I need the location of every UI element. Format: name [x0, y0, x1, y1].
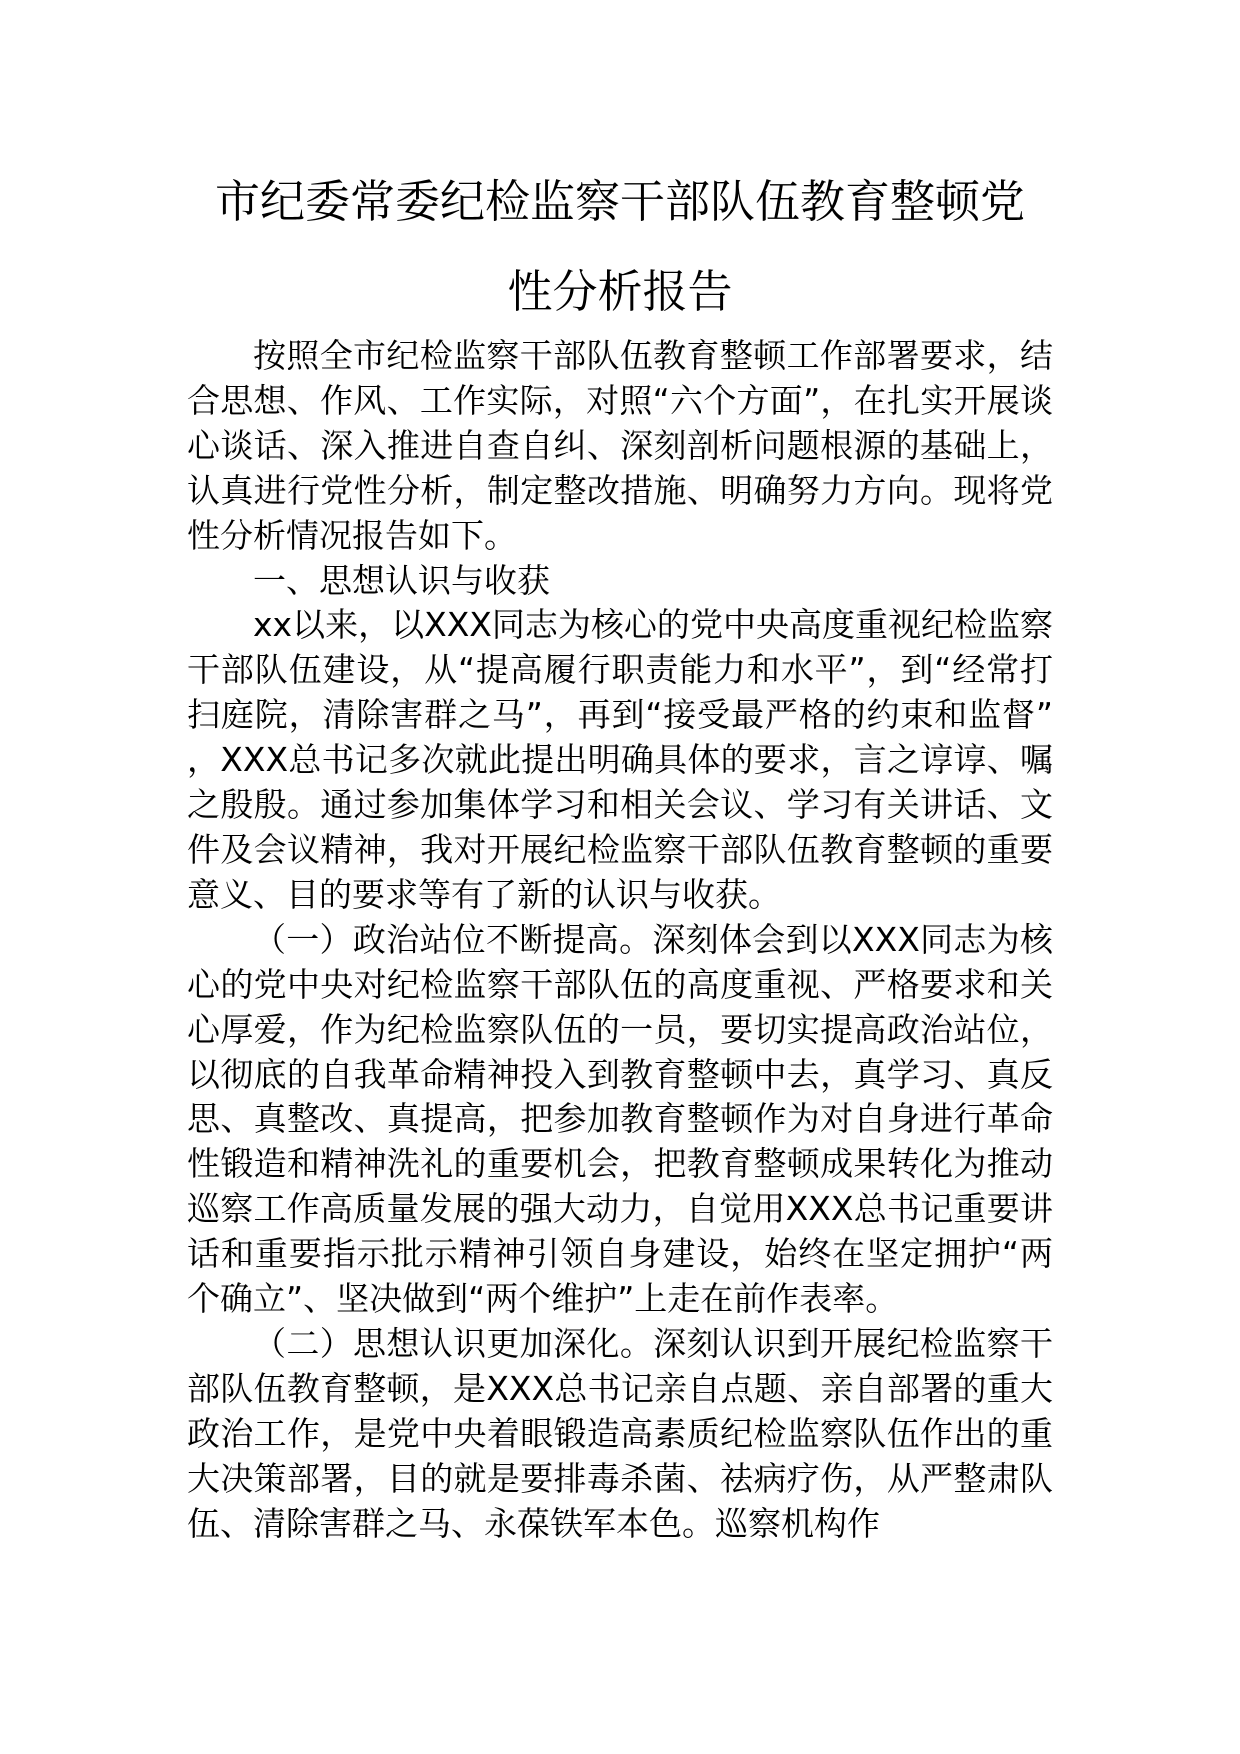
document-title-line-2: 性分析报告 [507, 265, 733, 318]
body-paragraph: （二）思想认识更加深化。深刻认识到开展纪检监察干部队伍教育整顿，是XXX总书记亲自点题、亲自部署的重大政治工作，是党中央着眼锻造高素质纪检监察队伍作出的重大决策部署，目的就是要排毒杀菌、祛病疗伤，从严整肃队伍、清除害群之马、永葆铁军本色。巡察机构作 [187, 1323, 1053, 1543]
intro-paragraph: 按照全市纪检监察干部队伍教育整顿工作部署要求，结合思想、作风、工作实际，对照“六个方面”，在扎实开展谈心谈话、深入推进自查自纠、深刻剖析问题根源的基础上，认真进行党性分析，制定整改措施、明确努力方向。现将党性分析情况报告如下。 [187, 336, 1053, 555]
document-title-line-1: 市纪委常委纪检监察干部队伍教育整顿党 [214, 175, 1025, 228]
section-heading: 一、思想认识与收获 [253, 560, 550, 600]
body-paragraph: （一）政治站位不断提高。深刻体会到以XXX同志为核心的党中央对纪检监察干部队伍的高度重视、严格要求和关心厚爱，作为纪检监察队伍的一员，要切实提高政治站位，以彻底的自我革命精神投入到教育整顿中去，真学习、真反思、真整改、真提高，把参加教育整顿作为对自身进行革命性锻造和精神洗礼的重要机会，把教育整顿成果转化为推动巡察工作高质量发展的强大动力，自觉用XXX总书记重要讲话和重要指示批示精神引领自身建设，始终在坚定拥护“两个确立”、坚决做到“两个维护”上走在前作表率。 [187, 919, 1053, 1319]
document-body [187, 334, 1053, 1546]
body-paragraph: xx以来，以XXX同志为核心的党中央高度重视纪检监察干部队伍建设，从“提高履行职责能力和水平”，到“经常打扫庭院，清除害群之马”，再到“接受最严格的约束和监督”，XXX总书记多次就此提出明确具体的要求，言之谆谆、嘱之殷殷。通过参加集体学习和相关会议、学习有关讲话、文件及会议精神，我对开展纪检监察干部队伍教育整顿的重要意义、目的要求等有了新的认识与收获。 [187, 605, 1053, 914]
